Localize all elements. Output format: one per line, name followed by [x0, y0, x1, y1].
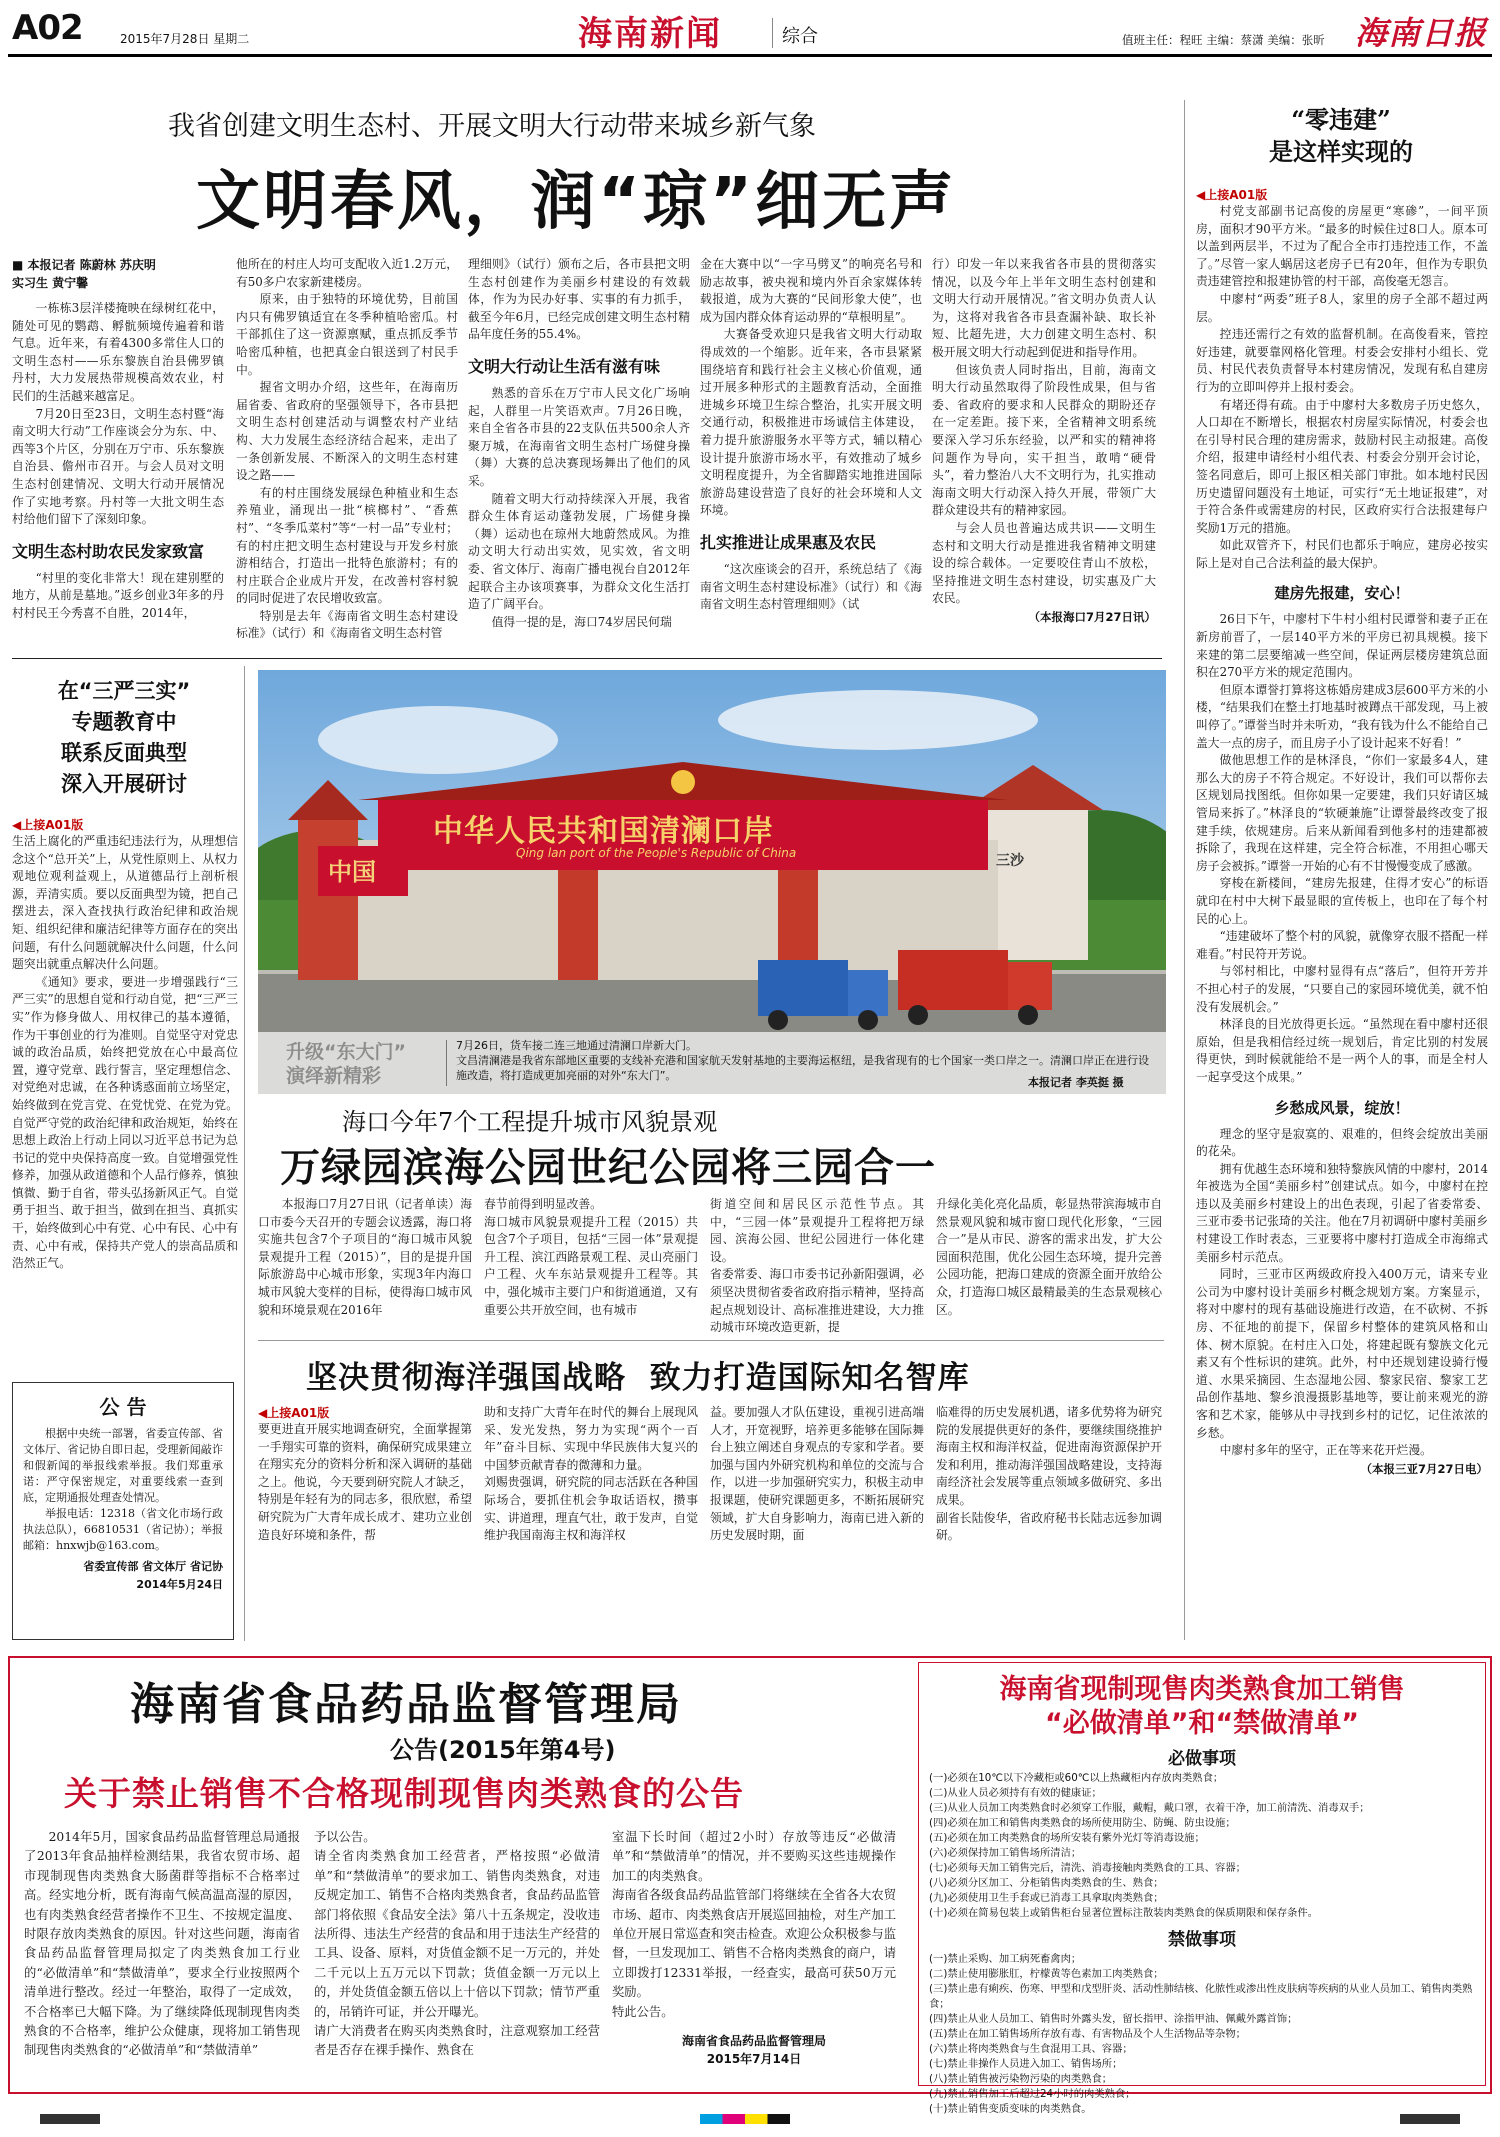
ocean-p1: 要更进直开展实地调查研究，全面掌握第一手翔实可靠的资料，确保研究成果建立在翔实充分的资料分析和深入调研的基础之上。他说，今天要到研究院人才缺乏，特别是年轻有为的同志多，很欣慰，希望研究院为广大青年成长成才、建功立业创造良好环境和条件，帮 — [258, 1422, 472, 1542]
fda-p1: 2014年5月，国家食品药品监督管理总局通报了2013年食品抽样检测结果，我省农贸市场、超市现制现售肉类熟食大肠菌群等指标不合格率过高。经实地分析，既有海南气候高温高湿的原因，也有肉类熟食经营者操作不卫生、不按规定温度、时限存放肉类熟食的原因。针对这些问题，海南省食品药品监督管理局拟定了肉类熟食加工行业的“必做清单”和“禁做清单”，要求全行业按照两个清单进行整改。经过一年整治，取得了一定成效，不合格率已大幅下降。为了继续降低现制现售肉类熟食的不合格率，维护公众健康，现将加工销售现制现售肉类熟食的“必做清单”和“禁做清单” — [24, 1830, 300, 2058]
ban-item: (四)禁止从业人员加工、销售时外露头发，留长指甲、涂指甲油、佩戴外露首饰； — [929, 2013, 1298, 2025]
photo-overlay-title: 升级“东大门” 演绎新精彩 — [286, 1041, 406, 1087]
park-p1: 本报海口7月27日讯（记者单读）海口市委今天召开的专题会议透露，海口将实施共包含7个子项目的“海口城市风貌景观提升工程（2015）”，目的是提升国际旅游岛中心城市形象，实现3年内海口城市风貌大变样的目标，使得海口城市风貌和环境景观在2016年 — [258, 1197, 472, 1317]
section-name: 海南新闻 — [578, 14, 722, 54]
lead-col-5 — [932, 256, 1156, 626]
fda-sign-date: 2015年7月14日 — [706, 2052, 802, 2067]
right-p5: 如此双管齐下，村民们也都乐于响应，建房必按实际上是对自己合法利益的最大保护。 — [1196, 538, 1488, 570]
must-list — [919, 1769, 1485, 1923]
section-divider — [772, 18, 773, 48]
right-p16: 中廖村多年的坚守，正在等来花开烂漫。 — [1219, 1443, 1432, 1458]
lead-p3: “村里的变化非常大！现在建别墅的地方，从前是墓地。”返乡创业3年多的丹村村民王今秀喜不自胜，2014年， — [12, 570, 224, 620]
right-p8: 做他思想工作的是林泽良，“你们一家最多4人，建那么大的房子不符合规定。不好设计，我们可以帮你去区规划局找图纸。但你如果一定要建，我们只好请区城管局来拆了。”林泽良的“软硬兼施”让谭誉最终改变了报建手续，依规建房。后来从新闻看到他多村的违建都被拆除了，我现在这样建，完全符合标准，不用担心哪天房子会被拆。”谭誉一开始的心有不甘慢慢变成了感激。 — [1196, 753, 1488, 873]
right-p7: 但原本谭誉打算将这栋婚房建成3层600平方米的小楼，“结果我们在整土打地基时被蹲点干部发现，马上被叫停了。”谭誉当时并未听劝，“我有钱为什么不能给自己盖大一点的房子，而且房子小了设计起来不好看！” — [1196, 682, 1488, 750]
left-story-body — [12, 816, 238, 1273]
park-col-2 — [484, 1196, 698, 1319]
right-p15: 同时，三亚市区两级政府投入400万元，请来专业公司为中廖村设计美丽乡村概念规划方案。方案显示，将对中廖村的现有基础设施进行改造，在不砍树、不拆房、不征地的前提下，保留乡村整体的建筑风格和山体、树木原貌。在村庄入口处，将建起既有黎族文化元素又有个性标识的建筑。此外，村中还规划建设骑行慢道、水果采摘园、生态湿地公园、黎家民宿、黎家工艺品创作基地、黎乡浪漫摄影基地等，要让前来观光的游客和艺术家，能够从中寻找到乡村的记忆，记住浓浓的乡愁。 — [1196, 1267, 1488, 1440]
right-subhead-2: 乡愁成风景，绽放！ — [1274, 1098, 1410, 1117]
photo-caption: 7月26日，货车接二连三地通过清澜口岸新大门。 文昌清澜港是我省东部地区重要的支线补充港和国家航天发射基地的主要海运枢纽，是我省现有的七个国家一类口岸之一。清澜口岸正在进行设施改造，将打造成更加亮丽的对外“东大门”。 — [456, 1039, 1149, 1082]
issue-date: 2015年7月28日 星期二 — [120, 32, 250, 46]
ocean-p2: 助和支持广大青年在时代的舞台上展现风采、发光发热，努力为实现“两个一百年”奋斗目标、实现中华民族伟大复兴的中国梦贡献青春的微薄和力量。 刘赐贵强调，研究院的同志活跃在各种国际场合，要抓住机会争取话语权，攒事实、讲道理，理直气壮，敢于发声，自觉维护我国南海主权和海洋权 — [484, 1405, 698, 1543]
right-p9: 穿梭在新楼间，“建房先报建，住得才安心”的标语就印在村中大树下最显眼的宣传板上，也印在了每个村民的心上。 — [1196, 876, 1488, 926]
ocean-col-2 — [484, 1404, 698, 1545]
lead-p4: 他所在的村庄人均可支配收入近1.2万元，有50多户农家新建楼房。 — [236, 257, 458, 289]
right-story-headline: “零违建” 是这样实现的 — [1269, 105, 1413, 166]
fda-title: 关于禁止销售不合格现制现售肉类熟食的公告 — [64, 1774, 744, 1813]
lead-subhead-1: 文明生态村助农民发家致富 — [12, 541, 205, 561]
ban-heading: 禁做事项 — [1168, 1930, 1236, 1950]
right-p11: 与邻村相比，中廖村显得有点“落后”，但符开芳并不担心村子的发展，“只要自己的家园环境优美，就不怕没有发展机会。” — [1196, 964, 1488, 1014]
photo-caption-divider — [446, 1040, 447, 1086]
news-photo — [258, 670, 1166, 1094]
lead-p18: 与会人员也普遍达成共识——文明生态村和文明大行动是推进我省精神文明建设的综合载体。一定要咬住青山不放松，坚持推进文明生态村建设，切实惠及广大农民。 — [932, 520, 1156, 606]
lead-col-2 — [236, 256, 458, 643]
lists-title-1: 海南省现制现售肉类熟食加工销售 — [999, 1674, 1405, 1705]
lead-credit: （本报海口7月27日讯） — [1028, 609, 1156, 624]
photo-sign-main: 中华人民共和国清澜口岸 — [433, 814, 774, 849]
notice-signers: 省委宣传部 省文体厅 省记协 — [83, 1560, 223, 1573]
lead-p2: 7月20日至23日，文明生态村暨“海南文明大行动”工作座谈会分为东、中、西等3个片区，分别在万宁市、乐东黎族自治县、儋州市召开。与会人员对文明生态村创建情况、文明大行动开展情况作了实地考察。丹村等一大批文明生态村给他们留下了深刻印象。 — [12, 406, 224, 527]
must-item: (二)从业人员必须持有有效的健康证； — [929, 1787, 1102, 1799]
lead-kicker: 我省创建文明生态村、开展文明大行动带来城乡新气象 — [168, 111, 816, 142]
ocean-p3: 益。要加强人才队伍建设，重视引进高端人才，开宽视野，培养更多能够在国际舞台上独立阐述自身观点的专家和学者。要加强与国内外研究机构和单位的交流与合作，以进一步加强研究实力，积极主动申报课题，使研究课题更多，不断拓展研究领域，扩大自身影响力，海南已进入新的历史发展时期，面 — [710, 1405, 924, 1543]
ban-list — [919, 1950, 1485, 2119]
fda-p2: 予以公告。 请全省肉类熟食加工经营者，严格按照“必做清单”和“禁做清单”的要求加工、销售肉类熟食，对违反规定加工、销售不合格肉类熟食者，食品药品监管部门将依照《食品安全法》第八十五条规定，没收违法所得、违法生产经营的食品和用于违法生产经营的工具、设备、原料，对货值金额不足一万元的，并处二千元以上五万元以下罚款；货值金额一万元以上的，并处货值金额五倍以上十倍以下罚款；情节严重的，吊销许可证，并公开曝光。 请广大消费者在购买肉类熟食时，注意观察加工经营者是否存在裸手操作、熟食在 — [314, 1830, 600, 2058]
right-p4: 有堵还得有疏。由于中廖村大多数房子历史悠久，人口却在不断增长，根据农村房屋实际情况，村委会也在引导村民合理的建房需求，鼓励村民主动报建。高俊介绍，报建申请经村小组代表、村委会分别开会讨论，签名同意后，即可上报区相关部门审批。如本地村民因历史遗留问题没有土地证，可实行“无土地证报建”，对于符合条件或需建房的村民，区政府实行合法报建每户奖励1万元的措施。 — [1196, 397, 1488, 535]
fda-col-2 — [314, 1828, 600, 2061]
fda-p3: 室温下长时间（超过2小时）存放等违反“必做清单”和“禁做清单”的情况，并不要购买这些违规操作加工的肉类熟食。 海南省各级食品药品监管部门将继续在全省各大农贸市场、超市、肉类熟食店开展巡回抽检，对生产加工单位开展日常巡查和突击检查。欢迎公众积极参与监督，一旦发现加工、销售不合格肉类熟食的商户，请立即拨打12331举报，一经查实，最高可获50万元奖励。 特此公告。 — [612, 1830, 896, 2019]
ocean-p4: 临难得的历史发展机遇，诸多优势将为研究院的发展提供更好的条件，要继续围绕推护海南主权和海洋权益，促进南海资源保护开发和利用，推动海洋强国战略建设，支持海南经济社会发展等重点领域多做研究、多出成果。 副省长陆俊华，省政府秘书长陆志远参加调研。 — [936, 1405, 1162, 1543]
fda-col-3 — [612, 1828, 896, 2068]
photo-credit: 本报记者 李英挺 摄 — [1028, 1076, 1124, 1089]
right-credit: （本报三亚7月27日电） — [1360, 1461, 1488, 1476]
lead-col-1 — [12, 256, 224, 623]
ban-item: (六)禁止将肉类熟食与生食混用工具、容器； — [929, 2043, 1133, 2055]
ban-item: (十)禁止销售变质变味的肉类熟食。 — [929, 2103, 1092, 2115]
lead-col-3 — [468, 256, 690, 631]
notice-box — [12, 1382, 234, 1640]
ban-item: (三)禁止患有痢疾、伤寒、甲型和戊型肝炎、活动性肺结核、化脓性或渗出性皮肤病等疾病的从业人员加工、销售肉类熟食； — [929, 1983, 1473, 2010]
notice-title: 公 告 — [99, 1395, 147, 1419]
notice-body: 根据中央统一部署，省委宣传部、省文体厅、省记协自即日起，受理新闻敲诈和假新闻的举报线索举报。我们郑重承诺：严守保密规定，对重要线索一查到底，定期通报处理查处情况。 — [23, 1427, 223, 1504]
right-p1: 村党支部副书记高俊的房屋更“寒碜”，一间平顶房，面积才90平方米。“最多的时候住过8口人。原本可以盖到两层半，不过为了配合全市打违控违工作，不盖了。”尽管一家人蜗居这老房子已有20年，但作为专职负责违建管控和报建协管的村干部，高俊毫无怨言。 — [1196, 204, 1488, 289]
left-column-rule — [244, 666, 245, 1641]
ban-item: (七)禁止非操作人员进入加工、销售场所； — [929, 2058, 1123, 2070]
masthead-rule — [8, 54, 1492, 57]
right-story-jump: ◀上接A01版 — [1196, 188, 1268, 202]
must-item: (四)必须在加工和销售肉类熟食的场所使用防尘、防蝇、防虫设施； — [929, 1817, 1236, 1829]
park-headline: 万绿园滨海公园世纪公园将三园合一 — [280, 1145, 936, 1191]
lead-p6: 握省文明办介绍，这些年，在海南历届省委、省政府的坚强领导下，各市县把文明生态村创建活动与调整农村产业结构、大力发展生态经济结合起来，走出了一条创新发展、不断深入的文明生态村建设之路—— — [236, 380, 458, 483]
photo-sign-side: 三沙 — [996, 853, 1024, 869]
must-heading: 必做事项 — [1168, 1749, 1236, 1769]
must-item: (九)必须使用卫生手套或已消毒工具拿取肉类熟食； — [929, 1892, 1164, 1904]
park-col-4 — [936, 1196, 1162, 1319]
section-sub: 综合 — [782, 26, 818, 47]
park-col-1 — [258, 1196, 472, 1319]
ban-item: (五)禁止在加工销售场所存放有毒、有害物品及个人生活物品等杂物； — [929, 2028, 1246, 2040]
lead-headline: 文明春风，润“琼”细无声 — [196, 165, 957, 239]
right-p10: “违建破坏了整个村的风貌，就像穿衣服不搭配一样难看。”村民符开芳说。 — [1196, 929, 1488, 961]
lead-p9: 理细则》（试行）颁布之后，各市县把文明生态村创建作为美丽乡村建设的有效载体，作为为民办好事、实事的有力抓手，截至今年6月，已经完成创建文明生态村精品年度任务的55.4%。 — [468, 257, 690, 342]
must-item: (六)必须保持加工销售场所清洁； — [929, 1847, 1082, 1859]
right-p12: 林泽良的目光放得更长远。“虽然现在看中廖村还很原始，但是我相信经过统一规划后，肯定比别的村发展得更快，到时候就能给不是一两个人的事，而是全村人一起享受这个成果。” — [1196, 1017, 1488, 1084]
lead-p11: 随着文明大行动持续深入开展，我省群众生体育运动蓬勃发展，广场健身操（舞）运动也在琼州大地蔚然成风。为推动文明大行动出实效，见实效，省文明委、省文体厅、海南广播电视台自2012年起联合主办该项赛事，为群众文化生活打造了广阔平台。 — [468, 491, 690, 612]
ocean-col-3 — [710, 1404, 924, 1545]
park-col-3 — [710, 1196, 924, 1337]
ban-item: (一)禁止采购、加工病死畜禽肉； — [929, 1953, 1082, 1965]
must-item: (一)必须在10℃以下冷藏柜或60℃以上热藏柜内存放肉类熟食； — [929, 1772, 1224, 1784]
right-p3: 控违还需行之有效的监督机制。在高俊看来，管控好违建，就要靠网格化管理。村委会安排村小组长、党员、村民代表负责督导本村建房情况，发现有私自建房行为的立即叫停并上报村委会。 — [1196, 327, 1488, 394]
right-p14: 拥有优越生态环境和独特黎族风情的中廖村，2014年被选为全国“美丽乡村”创建试点。如今，中廖村在控违以及美丽乡村建设上的出色表现，引起了省委常委、三亚市委书记张琦的关注。他在7月初调研中廖村美丽乡村建设工作时表态，三亚要将中廖村打造成全市海绵式美丽乡村示范点。 — [1196, 1161, 1488, 1264]
right-p2: 中廖村“两委”班子8人，家里的房子全部不超过两层。 — [1196, 291, 1488, 324]
must-item: (七)必须每天加工销售完后，清洗、消毒接触肉类熟食的工具、容器； — [929, 1862, 1246, 1874]
fda-sign: 海南省食品药品监督管理局 — [681, 2034, 826, 2049]
editors-line: 值班主任：程旺 主编：蔡潇 美编：张昕 — [1122, 33, 1325, 47]
registration-marks — [0, 2110, 1500, 2130]
paper-logo: 海南日报 — [1355, 14, 1488, 52]
left-p1: 生活上腐化的严重违纪违法行为，从理想信念这个“总开关”上，从党性原则上、从权力观地位观利益观上，从道德品行上剖析根源，弄清实质。要以反面典型为镜，把自己摆进去，深入查找执行政治纪律和政治规矩、组织纪律和廉洁纪律等方面存在的突出问题，有什么问题就解决什么问题，什么问题突出就重点解决什么问题。 — [12, 834, 238, 972]
ban-item: (八)禁止销售被污染物污染的肉类熟食； — [929, 2073, 1113, 2085]
park-p4: 升绿化美化亮化品质，彰显热带滨海城市自然景观风貌和城市窗口现代化形象，“三园合一”是从市民、游客的需求出发，扩大公园面积范围，优化公园生态环境，提升完善公园功能，把海口建成的资源全面开放给公众，打造海口城区最精最美的生态景观核心区。 — [936, 1197, 1162, 1317]
lead-p13: 金在大赛中以“一字马劈叉”的响亮名号和励志故事，被央视和境内外百余家媒体转载报道，成为大赛的“民间形象大使”，也成为国内群众体育运动界的“草根明星”。 — [700, 257, 922, 324]
lead-p12: 值得一提的是，海口74岁居民何瑞 — [491, 614, 672, 629]
must-item: (五)必须在加工肉类熟食的场所安装有紫外光灯等消毒设施； — [929, 1832, 1205, 1844]
park-bottom-rule — [258, 1340, 1164, 1341]
lead-subhead-3: 扎实推进让成果惠及农民 — [700, 532, 877, 552]
notice-date: 2014年5月24日 — [136, 1578, 223, 1591]
park-p2: 春节前得到明显改善。 海口城市风貌景观提升工程（2015）共包含7个子项目，包括“三园一体”景观提升工程、滨江西路景观工程、灵山亮丽门户工程、火车东站景观提升工程等。其中，强化城市主要门户和街道通道，又有重要公共开放空间，也有城市 — [484, 1197, 698, 1317]
lead-p8: 特别是去年《海南省文明生态村建设标准》（试行）和《海南省文明生态村管 — [236, 608, 458, 641]
fda-number: 公告(2015年第4号) — [390, 1736, 616, 1764]
photo-port-gate — [258, 670, 1166, 1094]
right-p13: 理念的坚守是寂寞的、艰难的，但终会绽放出美丽的花朵。 — [1196, 1126, 1488, 1159]
right-column-rule — [1184, 100, 1185, 1640]
left-story-headline: 在“三严三实” 专题教育中 联系反面典型 深入开展研讨 — [57, 679, 191, 796]
lead-p10: 熟悉的音乐在万宁市人民文化广场响起，人群里一片笑语欢声。7月26日晚，来自全省各市县的22支队伍共500余人齐聚万城，在海南省文明生态村广场健身操（舞）大赛的总决赛现场舞出了他们的风采。 — [468, 385, 690, 488]
fda-col-1 — [24, 1828, 300, 2061]
masthead — [0, 0, 1500, 58]
lead-p1: 一栋栋3层洋楼掩映在绿树红花中，随处可见的鹦鹉、孵骯频境传遍着和谐气息。近年来，有着4300多常住人口的文明生态村——乐东黎族自治县佛罗镇丹村，大力发展热带规模高效农业，村民们的生活越来越富足。 — [12, 301, 224, 403]
right-subhead-1: 建房先报建，安心！ — [1274, 584, 1410, 603]
lead-col-4 — [700, 256, 922, 614]
must-item: (三)从业人员加工肉类熟食时必须穿工作服，戴帽，戴口罩，衣着干净，加工前清洗、消毒双手； — [929, 1802, 1370, 1814]
lead-p17: 但该负责人同时指出，目前，海南文明大行动虽然取得了阶段性成果，但与省委、省政府的要求和人民群众的期盼还存在一定差距。接下来，全省精神文明系统要深入学习乐东经验，以严和实的精神将问题作为导向，实干担当，敢啃“硬骨头”，着力整治八大不文明行为，扎实推动海南文明大行动深入持久开展，带领广大群众建设共有的精神家园。 — [932, 362, 1156, 518]
lists-box — [918, 1662, 1486, 2115]
lead-p16: 行）印发一年以来我省各市县的贯彻落实情况，以及今年上半年文明生态村创建和文明大行动开展情况。”省文明办负责人认为，这将对我省各市县查漏补缺、取长补短、比超先进，大力创建文明生态村、积极开展文明大行动起到促进和指导作用。 — [932, 257, 1156, 359]
ban-item: (二)禁止使用膨胀肛，柠檬黄等色素加工肉类熟食； — [929, 1968, 1164, 1980]
left-p2: 《通知》要求，要进一步增强践行“三严三实”的思想自觉和行动自觉，把“三严三实”作为修身做人、用权律己的基本遵循，作为干事创业的行为准则。自觉坚守对党忠诚的政治品质，始终把党放在心中最高位置，遵守党章、践行誓言，坚定理想信念、对党绝对忠诚，在各种诱惑面前立场坚定，始终做到在党言党、在党忧党、在党为党。自觉严守党的政治纪律和政治规矩，始终在思想上政治上行动上同以习近平总书记为总书记的党中央保持高度一致。自觉增强党性修养，加强从政道德和个人品行修养，慎独慎微、勤于自省，带头弘扬新风正气。自觉勇于担当、敢于担当，做到在担当、真抓实干，始终做到心中有党、心中有民、心中有责、心中有戒，保持共产党人的崇高品质和浩然正气。 — [12, 974, 238, 1271]
lead-byline: ■ 本报记者 陈蔚林 苏庆明 实习生 黄宁馨 — [12, 258, 156, 290]
park-p3: 街道空间和居民区示范性节点。其中，“三园一体”景观提升工程将把万绿园、滨海公园、世纪公园进行一体化建设。 省委常委、海口市委书记孙新阳强调，必须坚决贯彻省委省政府指示精神，坚持高起点规划设计、高标准推进建设，大力推动城市环境改造更新，提 — [710, 1197, 924, 1335]
lead-bottom-rule — [12, 658, 1162, 659]
ocean-col-1 — [258, 1404, 472, 1544]
ocean-headline: 坚决贯彻海洋强国战略 致力打造国际知名智库 — [306, 1360, 970, 1396]
page-number: A02 — [12, 8, 83, 48]
park-kicker: 海口今年7个工程提升城市风貌景观 — [342, 1108, 718, 1136]
ocean-jump: ◀上接A01版 — [258, 1406, 330, 1420]
photo-sign-pinyin: Qing lan port of the People's Republic of China — [516, 846, 797, 860]
lead-p14: 大赛备受欢迎只是我省文明大行动取得成效的一个缩影。近年来，各市县紧紧围绕培育和践行社会主义核心价值观，通过开展多种形式的主题教育活动，全面推进城乡环境卫生综合整治，扎实开展文明交通行动，积极推进市场诚信主体建设，着力提升旅游服务水平等方式，辅以精心设计提升旅游市场水平，有效推动了城乡文明程度提升，为全省脚踏实地推进国际旅游岛建设营造了良好的社会环境和人文环境。 — [700, 327, 922, 518]
fda-agency: 海南省食品药品监督管理局 — [130, 1679, 682, 1730]
lead-subhead-2: 文明大行动让生活有滋有味 — [468, 356, 661, 376]
lists-title-2: “必做清单”和“禁做清单” — [1045, 1708, 1359, 1739]
must-item: (八)必须分区加工、分柜销售肉类熟食的生、熟食； — [929, 1877, 1164, 1889]
ocean-col-4 — [936, 1404, 1162, 1545]
photo-sign-left: 中国 — [328, 858, 376, 886]
right-p6: 26日下午，中廖村下牛村小组村民谭誉和妻子正在新房前晋了，一层140平方米的平房已初具规模。接下来建的第二层要缩减一些空间，保证两层楼房建筑总面积在270平方米的规定范围内。 — [1196, 612, 1488, 680]
ban-item: (九)禁止销售加工后超过24小时的肉类熟食； — [929, 2088, 1136, 2100]
notice-contact: 举报电话：12318（省文化市场行政执法总队），66810531（省记协）；举报邮箱：hnxwjb@163.com。 — [23, 1507, 223, 1552]
lead-p7: 有的村庄围绕发展绿色种植业和生态养殖业，涌现出一批“槟榔村”、“香蕉村”、“冬季瓜菜村”等“一村一品”专业村；有的村庄把文明生态村建设与开发乡村旅游相结合，打造出一批特色旅游村；有的村庄联合企业成片开发，在改善村容村貌的同时促进了农民增收致富。 — [236, 485, 458, 606]
lead-p15: “这次座谈会的召开，系统总结了《海南省文明生态村建设标准》（试行）和《海南省文明生态村管理细则》（试 — [700, 561, 922, 612]
right-story-body — [1196, 186, 1488, 1478]
left-story-jump: ◀上接A01版 — [12, 818, 84, 832]
lead-p5: 原来，由于独特的环境优势，目前国内只有佛罗镇适宜在冬季种植哈密瓜。村干部抓住了这一资源禀赋，重点抓反季节哈密瓜种植，也把真金白银送到了村民手中。 — [236, 292, 458, 377]
must-item: (十)必须在简易包装上或销售柜台显著位置标注散装肉类熟食的保质期限和保存条件。 — [929, 1907, 1319, 1919]
